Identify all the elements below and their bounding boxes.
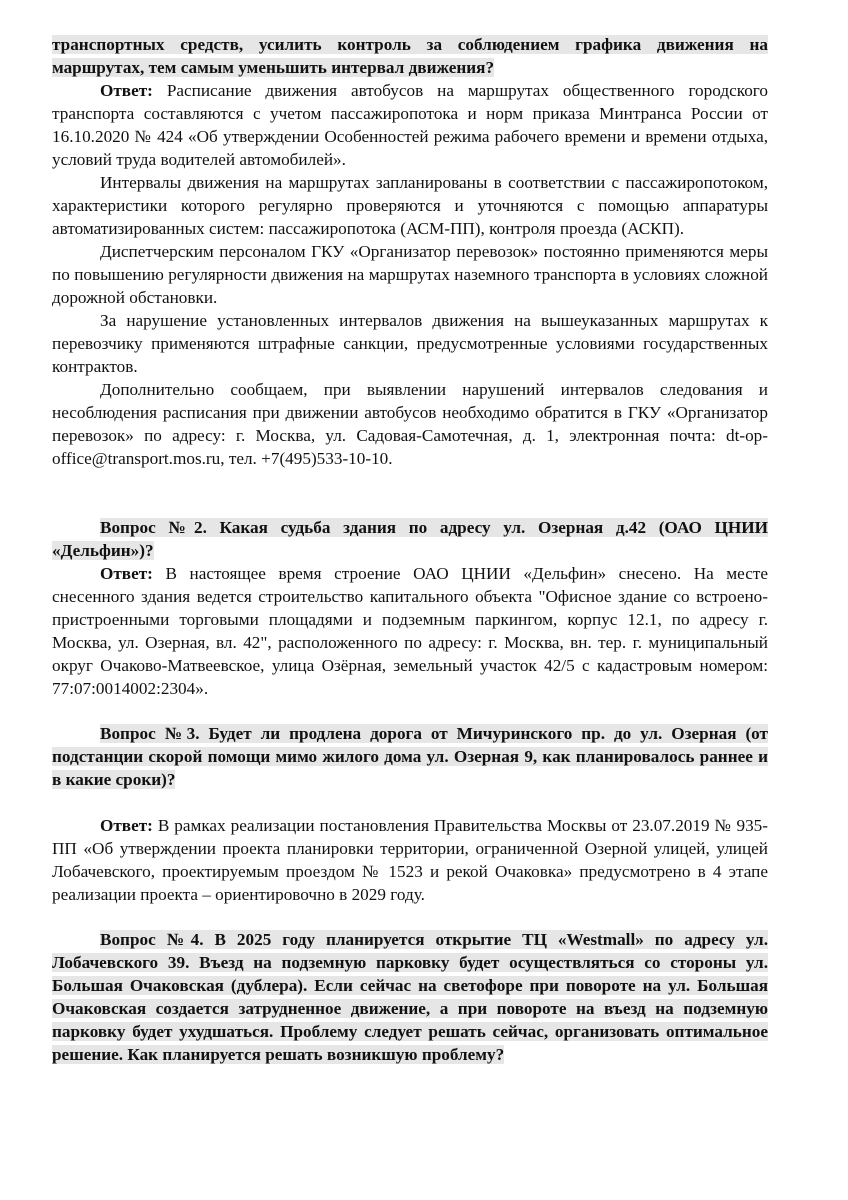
question-3 [52,722,768,791]
question-2 [52,516,768,562]
answer-3-paragraph [52,814,768,906]
question-4-text: Вопрос №4. В 2025 году планируется открытие ТЦ «Westmall» по адресу ул. Лобачевского 39. Въезд на подземную парковку будет осуществляться со стороны ул. Большая Очаковская (дублера). Если сейчас на светофоре при повороте на ул. Большая Очаковская создается затрудненное движение, а при повороте на въезд на подземную парковку будет ухудшаться. Проблему следует решать сейчас, организовать оптимальное решение. Как планируется решать возникшую проблему? [52,930,768,1064]
answer-1-paragraph-2: Интервалы движения на маршрутах запланированы в соответствии с пассажиропотоком, характеристики которого регулярно проверяются и уточняются с помощью аппаратуры автоматизированных систем: пассажиропотока (АСМ-ПП), контроля проезда (АСКП). [52,173,768,238]
question-2-text: Вопрос №2. Какая судьба здания по адресу ул. Озерная д.42 (ОАО ЦНИИ «Дельфин»)? [52,518,768,560]
answer-2-text: В настоящее время строение ОАО ЦНИИ «Дельфин» снесено. На месте снесенного здания ведется строительство капитального объекта "Офисное здание со встроено-пристроенными торговыми площадями и подземным паркингом, корпус 12.1, по адресу г. Москва, ул. Озерная, вл. 42", расположенного по адресу: г. Москва, вн. тер. г. муниципальный округ Очаково-Матвеевское, улица Озёрная, земельный участок 42/5 с кадастровым номером: 77:07:0014002:2304». [52,564,768,698]
answer-2 [52,562,768,700]
answer-label: Ответ: [100,816,153,835]
question-1-text: транспортных средств, усилить контроль за соблюдением графика движения на маршрутах, тем самым уменьшить интервал движения? [52,35,768,77]
answer-3 [52,814,768,906]
answer-label: Ответ: [100,81,153,100]
answer-1-paragraph-5: Дополнительно сообщаем, при выявлении нарушений интервалов следования и несоблюдения расписания при движении автобусов необходимо обратится в ГКУ «Организатор перевозок» по адресу: г. Москва, ул. Садовая-Самотечная, д. 1, электронная почта: dt-op-office@transport.mos.ru, тел. +7(495)533-10-10. [52,380,768,468]
question-1-tail [52,33,768,79]
answer-label: Ответ: [100,564,153,583]
answer-1-paragraph-4: За нарушение установленных интервалов движения на вышеуказанных маршрутах к перевозчику применяются штрафные санкции, предусмотренные условиями государственных контрактов. [52,311,768,376]
answer-1-paragraph-3: Диспетчерским персоналом ГКУ «Организатор перевозок» постоянно применяются меры по повышению регулярности движения на маршрутах наземного транспорта в условиях сложной дорожной обстановки. [52,242,768,307]
answer-1-text-1: Расписание движения автобусов на маршрутах общественного городского транспорта составляются с учетом пассажиропотока и норм приказа Минтранса России от 16.10.2020 № 424 «Об утверждении Особенностей режима рабочего времени и времени отдыха, условий труда водителей автомобилей». [52,81,769,169]
answer-3-text: В рамках реализации постановления Правительства Москвы от 23.07.2019 № 935-ПП «Об утверждении проекта планировки территории, ограниченной Озерной улицей, улицей Лобачевского, проектируемым проездом № 1523 и рекой Очаковка» предусмотрено в 4 этапе реализации проекта – ориентировочно в 2029 году. [52,816,769,904]
question-4 [52,928,768,1066]
answer-1-paragraph-1 [52,79,768,171]
answer-1 [52,79,768,470]
answer-2-paragraph [52,562,768,700]
question-3-text: Вопрос №3. Будет ли продлена дорога от Мичуринского пр. до ул. Озерная (от подстанции скорой помощи мимо жилого дома ул. Озерная 9, как планировалось раннее и в какие сроки)? [52,724,768,789]
